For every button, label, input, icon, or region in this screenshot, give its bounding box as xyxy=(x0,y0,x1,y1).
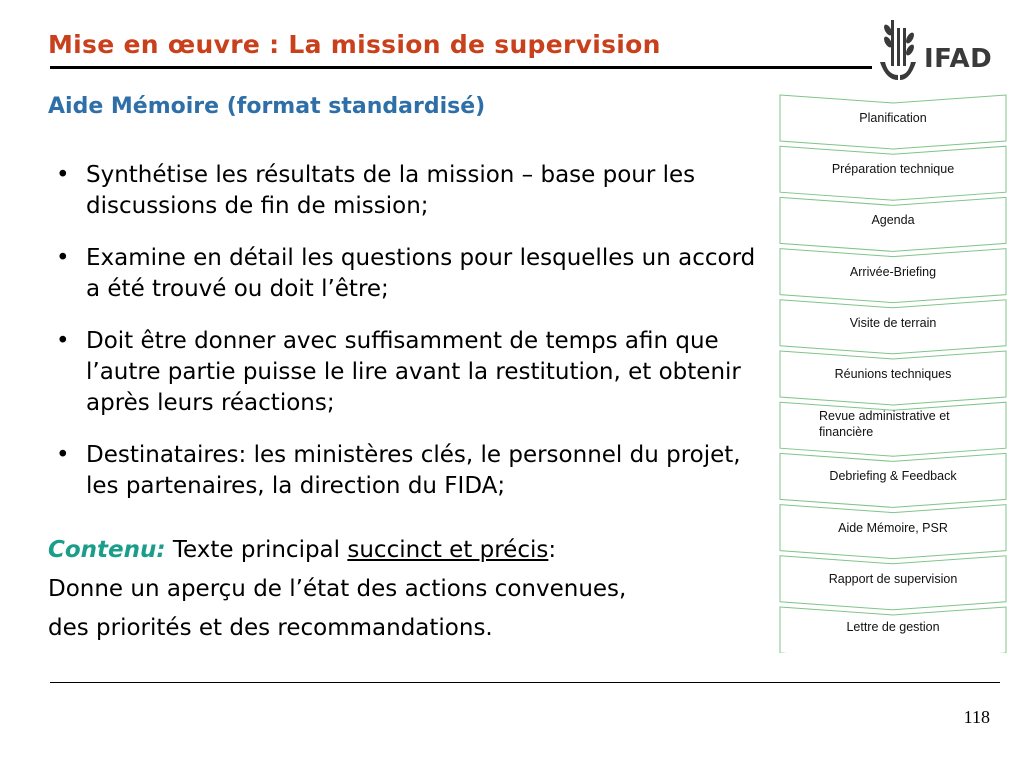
wheat-logo-icon xyxy=(876,18,926,84)
bullet-text: Destinataires: les ministères clés, le personnel du projet, les partenaires, la direction du FIDA; xyxy=(86,442,741,499)
bullet-item xyxy=(48,160,773,222)
process-step: Revue administrative et financière xyxy=(819,409,950,439)
process-step: Rapport de supervision xyxy=(828,572,958,586)
process-step: Aide Mémoire, PSR xyxy=(838,521,948,535)
bullet-item xyxy=(48,440,773,502)
contenu-line-3: des priorités et des recommandations. xyxy=(48,615,493,641)
page-number: 118 xyxy=(963,707,990,727)
process-step: Visite de terrain xyxy=(849,316,937,330)
slide-subtitle: Aide Mémoire (format standardisé) xyxy=(48,94,486,119)
process-step: Arrivée-Briefing xyxy=(849,265,937,279)
bullet-dot: • xyxy=(56,328,70,354)
bullet-list xyxy=(48,160,773,523)
process-step: Réunions techniques xyxy=(834,367,952,381)
process-flow xyxy=(778,93,1008,653)
contenu-label: Contenu: xyxy=(48,537,166,563)
footer-rule xyxy=(50,682,1000,683)
bullet-item xyxy=(48,243,773,305)
contenu-line-1 xyxy=(48,531,778,570)
bullet-text: Doit être donner avec suffisamment de temps afin que l’autre partie puisse le lire avant la restitution, et obtenir après leurs réactions; xyxy=(86,328,741,416)
contenu-text: Texte principal xyxy=(165,537,348,563)
title-underline xyxy=(50,66,872,69)
bullet-text: Synthétise les résultats de la mission – base pour les discussions de fin de mission; xyxy=(86,162,696,219)
process-step: Planification xyxy=(859,111,927,125)
logo-wordmark: IFAD xyxy=(924,44,993,74)
contenu-underlined: succinct et précis xyxy=(347,537,549,563)
process-step: Debriefing & Feedback xyxy=(829,469,957,483)
bullet-dot: • xyxy=(56,245,70,271)
process-step: Préparation technique xyxy=(831,162,955,176)
contenu-line-2: Donne un aperçu de l’état des actions convenues, xyxy=(48,576,627,602)
bullet-dot: • xyxy=(56,162,70,188)
contenu-colon: : xyxy=(548,537,557,563)
process-step: Agenda xyxy=(871,213,915,227)
contenu-block xyxy=(48,531,778,648)
bullet-text: Examine en détail les questions pour lesquelles un accord a été trouvé ou doit l’être; xyxy=(86,245,756,302)
bullet-item xyxy=(48,326,773,419)
process-step: Lettre de gestion xyxy=(846,620,940,634)
slide-title: Mise en œuvre : La mission de supervision xyxy=(48,30,661,59)
bullet-dot: • xyxy=(56,442,70,468)
